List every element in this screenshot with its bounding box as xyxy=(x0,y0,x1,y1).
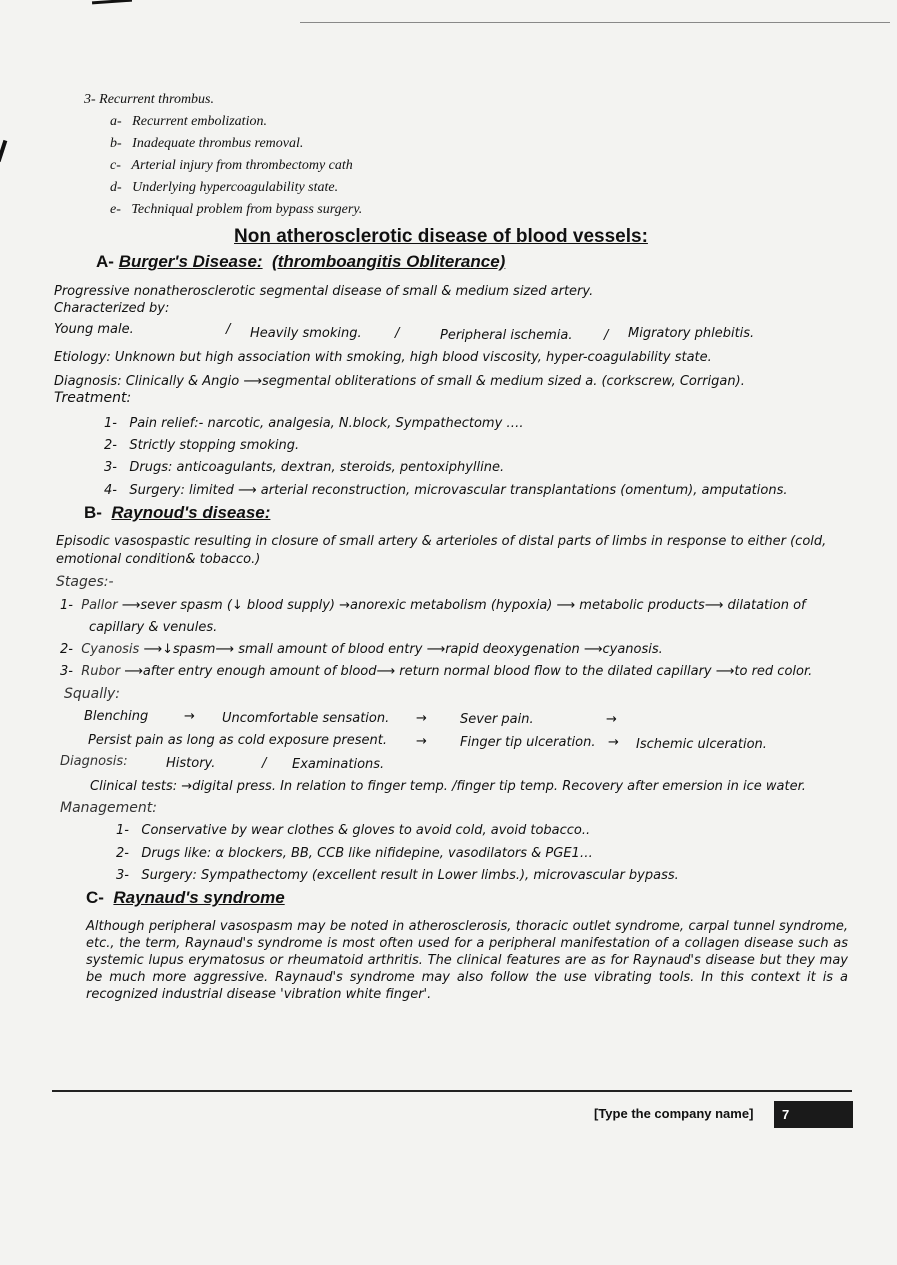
feature: Young male. xyxy=(54,322,134,337)
arrow: → xyxy=(184,709,195,724)
burger-definition: Progressive nonatherosclerotic segmental disease of small & medium sized artery. xyxy=(54,284,594,299)
list-item: e- Techniqual problem from bypass surgery. xyxy=(110,202,363,217)
diagnosis-separator: / xyxy=(262,756,267,771)
feature-separator: / xyxy=(604,328,609,343)
recurrent-heading: 3- Recurrent thrombus. xyxy=(84,92,214,107)
scan-edge-left xyxy=(0,140,7,162)
feature-separator: / xyxy=(395,326,400,341)
list-item: d- Underlying hypercoagulability state. xyxy=(110,180,339,195)
squally-step: Blenching xyxy=(84,709,149,724)
page-title: Non atherosclerotic disease of blood vessels: xyxy=(234,226,648,247)
feature: Peripheral ischemia. xyxy=(440,328,573,343)
list-item: 4- Surgery: limited ⟶ arterial reconstruction, microvascular transplantations (omentum), amputations. xyxy=(104,483,788,498)
arrow: → xyxy=(608,735,619,750)
footer-rule xyxy=(52,1090,852,1092)
stage-item: 2- Cyanosis ⟶↓spasm⟶ small amount of blood entry ⟶rapid deoxygenation ⟶cyanosis. xyxy=(60,642,663,657)
list-item: 2- Strictly stopping smoking. xyxy=(104,438,300,453)
list-item: 1- Pain relief:- narcotic, analgesia, N.block, Sympathectomy …. xyxy=(104,416,524,431)
raynoud-definition-line1: Episodic vasospastic resulting in closure of small artery & arterioles of distal parts of limbs in response to either (cold, xyxy=(56,534,827,549)
list-item: 1- Conservative by wear clothes & gloves to avoid cold, avoid tobacco.. xyxy=(116,823,591,838)
list-item: a- Recurrent embolization. xyxy=(110,114,267,129)
raynaud-syndrome-paragraph: Although peripheral vasospasm may be noted in atherosclerosis, thoracic outlet syndrome, carpal tunnel syndrome, etc., the term, Raynaud's syndrome is most often used for a peripheral manifestation of a collagen disease such as systemic lupus erymatosus or rheumatoid arthritis. The clinical features are as for Raynaud's disease but they may be much more aggressive. Raynaud's syndrome may also follow the use vibrating tools. In this context it is a recognized industrial disease 'vibration white finger'. xyxy=(86,919,848,1002)
list-item: c- Arterial injury from thrombectomy cath xyxy=(110,158,353,173)
list-item: 3- Surgery: Sympathectomy (excellent result in Lower limbs.), microvascular bypass. xyxy=(116,868,679,883)
squally-step: Ischemic ulceration. xyxy=(636,737,767,752)
list-item: 3- Drugs: anticoagulants, dextran, steroids, pentoxiphylline. xyxy=(104,460,505,475)
header-rule xyxy=(300,22,890,23)
footer-company-name: [Type the company name] xyxy=(594,1106,754,1121)
etiology: Etiology: Unknown but high association with smoking, high blood viscosity, hyper-coagulability state. xyxy=(54,350,712,365)
section-heading-raynoud: B- Raynoud's disease: xyxy=(84,503,271,522)
squally-label: Squally: xyxy=(64,686,121,702)
treatment-label: Treatment: xyxy=(54,390,132,406)
feature: Migratory phlebitis. xyxy=(628,326,755,341)
diagnosis: Diagnosis: Clinically & Angio ⟶segmental obliterations of small & medium sized a. (corkscrew, Corrigan). xyxy=(54,374,745,389)
diagnosis-item: History. xyxy=(166,756,216,771)
page-number: 7 xyxy=(774,1101,853,1128)
list-item: b- Inadequate thrombus removal. xyxy=(110,136,304,151)
section-heading-raynaud-syndrome: C- Raynaud's syndrome xyxy=(86,888,285,907)
arrow: → xyxy=(416,711,427,726)
arrow: → xyxy=(416,734,427,749)
management-label: Management: xyxy=(60,800,157,816)
stage-item-continued: capillary & venules. xyxy=(89,620,218,635)
characterized-label: Characterized by: xyxy=(54,301,170,316)
scan-edge-top xyxy=(92,0,132,4)
diagnosis-item: Examinations. xyxy=(292,757,385,772)
stage-item: 3- Rubor ⟶after entry enough amount of blood⟶ return normal blood flow to the dilated capillary ⟶to red color. xyxy=(60,664,813,679)
section-heading-burger: A- Burger's Disease: (thromboangitis Obliterance) xyxy=(96,252,506,271)
list-item: 2- Drugs like: α blockers, BB, CCB like nifidepine, vasodilators & PGE1… xyxy=(116,846,593,861)
diagnosis-label: Diagnosis: xyxy=(60,754,128,769)
squally-step: Uncomfortable sensation. xyxy=(222,711,390,726)
arrow: → xyxy=(606,712,617,727)
squally-step: Finger tip ulceration. xyxy=(460,735,596,750)
raynoud-definition-line2: emotional condition& tobacco.) xyxy=(56,552,261,567)
squally-step: Sever pain. xyxy=(460,712,534,727)
feature: Heavily smoking. xyxy=(250,326,362,341)
stages-label: Stages:- xyxy=(56,574,114,590)
stage-item: 1- Pallor ⟶sever spasm (↓ blood supply) →anorexic metabolism (hypoxia) ⟶ metabolic products⟶ dilatation of xyxy=(60,598,806,613)
feature-separator: / xyxy=(226,322,231,337)
clinical-tests: Clinical tests: →digital press. In relation to finger temp. /finger tip temp. Recovery after emersion in ice water. xyxy=(90,779,806,794)
squally-step: Persist pain as long as cold exposure present. xyxy=(88,733,388,748)
